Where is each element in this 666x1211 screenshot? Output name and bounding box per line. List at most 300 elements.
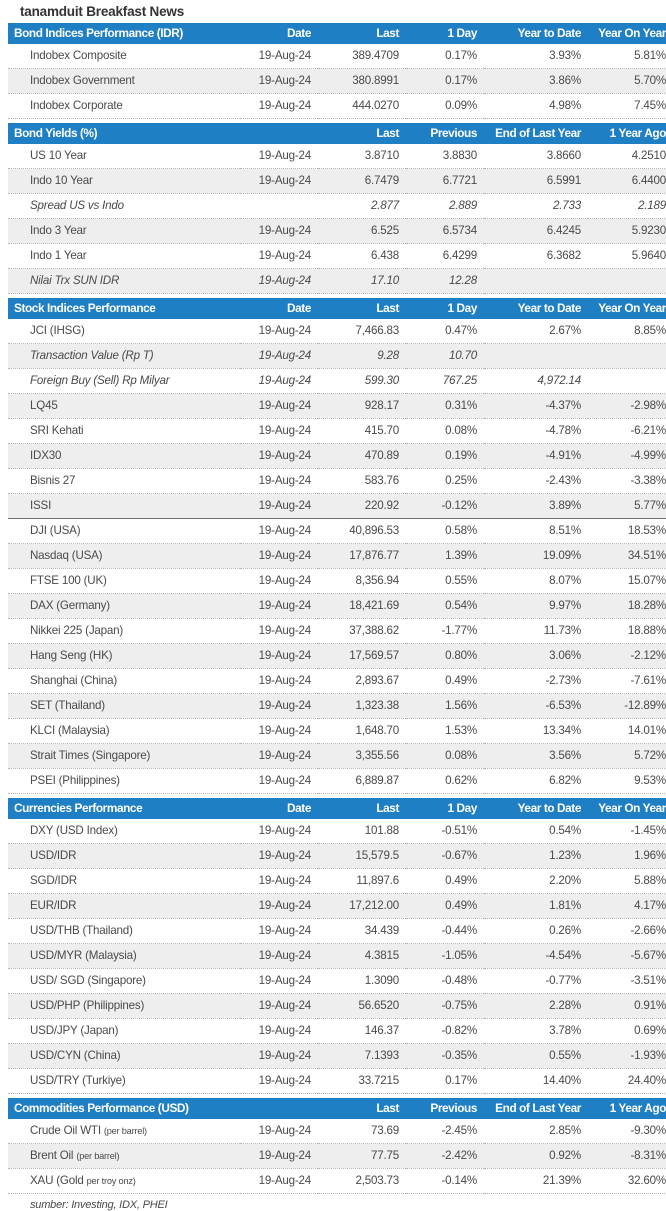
row-date: 19-Aug-24 (240, 819, 318, 844)
row-year-on-year: 5.72% (588, 744, 666, 769)
row-change-1day: 0.09% (406, 94, 484, 119)
row-date: 19-Aug-24 (240, 319, 318, 344)
row-date: 19-Aug-24 (240, 869, 318, 894)
row-label: JCI (IHSG) (8, 319, 240, 344)
row-last: 8,356.94 (318, 569, 406, 594)
column-header-commodities-1: Last (318, 1098, 406, 1119)
column-header-stock-indices-1: Last (318, 298, 406, 319)
row-label: DAX (Germany) (8, 594, 240, 619)
market-data-table (8, 23, 666, 1194)
row-label: Indobex Government (8, 69, 240, 94)
row-last: 470.89 (318, 444, 406, 469)
row-last: 40,896.53 (318, 519, 406, 544)
row-last: 56.6520 (318, 994, 406, 1019)
row-year-to-date: -4.91% (484, 444, 588, 469)
section-header-currencies (8, 798, 666, 819)
row-year-on-year: 7.45% (588, 94, 666, 119)
row-year-to-date: 0.26% (484, 919, 588, 944)
section-title-commodities: Commodities Performance (USD) (8, 1098, 240, 1119)
table-row (8, 844, 666, 869)
column-header-bond-indices-3: Year to Date (484, 23, 588, 44)
row-date (240, 194, 318, 219)
table-row (8, 194, 666, 219)
row-date: 19-Aug-24 (240, 619, 318, 644)
row-date: 19-Aug-24 (240, 69, 318, 94)
row-label: Indobex Composite (8, 44, 240, 69)
row-year-on-year: 34.51% (588, 544, 666, 569)
section-header-commodities (8, 1098, 666, 1119)
table-row (8, 319, 666, 344)
row-label: IDX30 (8, 444, 240, 469)
row-date: 19-Aug-24 (240, 244, 318, 269)
row-date: 19-Aug-24 (240, 594, 318, 619)
row-year-on-year: 5.9640 (588, 244, 666, 269)
column-header-bond-indices-4: Year On Year (588, 23, 666, 44)
table-row (8, 219, 666, 244)
row-year-on-year: 4.2510 (588, 144, 666, 169)
row-last: 77.75 (318, 1144, 406, 1169)
row-year-to-date: 0.55% (484, 1044, 588, 1069)
table-row (8, 44, 666, 69)
row-year-to-date: 0.54% (484, 819, 588, 844)
row-label: US 10 Year (8, 144, 240, 169)
row-last: 928.17 (318, 394, 406, 419)
row-year-to-date: 3.56% (484, 744, 588, 769)
column-header-stock-indices-2: 1 Day (406, 298, 484, 319)
row-last: 146.37 (318, 1019, 406, 1044)
row-label: Nasdaq (USA) (8, 544, 240, 569)
row-year-on-year: 18.88% (588, 619, 666, 644)
row-last: 37,388.62 (318, 619, 406, 644)
row-year-on-year: -7.61% (588, 669, 666, 694)
column-header-currencies-1: Last (318, 798, 406, 819)
table-row (8, 244, 666, 269)
row-last: 6.525 (318, 219, 406, 244)
row-label: SGD/IDR (8, 869, 240, 894)
row-year-on-year: 14.01% (588, 719, 666, 744)
row-change-1day: 0.80% (406, 644, 484, 669)
row-label: Bisnis 27 (8, 469, 240, 494)
column-header-stock-indices-4: Year On Year (588, 298, 666, 319)
column-header-bond-indices-2: 1 Day (406, 23, 484, 44)
table-row (8, 69, 666, 94)
row-last: 2.877 (318, 194, 406, 219)
row-year-on-year: -12.89% (588, 694, 666, 719)
row-year-on-year: 5.9230 (588, 219, 666, 244)
table-row (8, 269, 666, 294)
table-row (8, 769, 666, 794)
row-year-to-date: 3.86% (484, 69, 588, 94)
row-label: USD/MYR (Malaysia) (8, 944, 240, 969)
row-year-on-year: -2.66% (588, 919, 666, 944)
row-year-on-year: 5.70% (588, 69, 666, 94)
section-title-currencies: Currencies Performance (8, 798, 240, 819)
row-date: 19-Aug-24 (240, 569, 318, 594)
row-last: 220.92 (318, 494, 406, 519)
row-date: 19-Aug-24 (240, 519, 318, 544)
row-change-1day: -0.48% (406, 969, 484, 994)
row-date: 19-Aug-24 (240, 969, 318, 994)
section-header-bond-yields (8, 123, 666, 144)
row-label (8, 1119, 240, 1144)
row-year-to-date: 3.06% (484, 644, 588, 669)
row-date: 19-Aug-24 (240, 269, 318, 294)
table-row (8, 344, 666, 369)
row-last: 389.4709 (318, 44, 406, 69)
row-change-1day: 6.4299 (406, 244, 484, 269)
table-row (8, 819, 666, 844)
row-last: 11,897.6 (318, 869, 406, 894)
row-change-1day: -0.51% (406, 819, 484, 844)
row-year-on-year: -2.12% (588, 644, 666, 669)
row-label: USD/CYN (China) (8, 1044, 240, 1069)
row-label: EUR/IDR (8, 894, 240, 919)
row-year-on-year: 0.69% (588, 1019, 666, 1044)
row-label-unit: per troy onz) (86, 1176, 136, 1186)
table-row (8, 144, 666, 169)
row-label: Nikkei 225 (Japan) (8, 619, 240, 644)
column-header-bond-yields-3: End of Last Year (484, 123, 588, 144)
row-year-to-date: 21.39% (484, 1169, 588, 1194)
row-date: 19-Aug-24 (240, 919, 318, 944)
row-label: SET (Thailand) (8, 694, 240, 719)
row-last: 34.439 (318, 919, 406, 944)
row-last: 3.8710 (318, 144, 406, 169)
row-change-1day: 6.5734 (406, 219, 484, 244)
row-year-on-year (588, 344, 666, 369)
row-date: 19-Aug-24 (240, 694, 318, 719)
row-year-to-date: 6.5991 (484, 169, 588, 194)
row-label: Indo 10 Year (8, 169, 240, 194)
row-date: 19-Aug-24 (240, 44, 318, 69)
row-last: 6.7479 (318, 169, 406, 194)
column-header-bond-indices-0: Date (240, 23, 318, 44)
row-year-to-date: 6.82% (484, 769, 588, 794)
row-change-1day: -0.12% (406, 494, 484, 519)
row-label: USD/TRY (Turkiye) (8, 1069, 240, 1094)
row-change-1day: 0.31% (406, 394, 484, 419)
row-year-on-year: 8.85% (588, 319, 666, 344)
table-row (8, 994, 666, 1019)
row-label: DJI (USA) (8, 519, 240, 544)
section-title-stock-indices: Stock Indices Performance (8, 298, 240, 319)
table-row (8, 969, 666, 994)
row-change-1day: -2.42% (406, 1144, 484, 1169)
table-row (8, 519, 666, 544)
row-date: 19-Aug-24 (240, 1044, 318, 1069)
row-label (8, 1144, 240, 1169)
row-year-to-date: 1.23% (484, 844, 588, 869)
row-year-to-date (484, 344, 588, 369)
row-last: 415.70 (318, 419, 406, 444)
row-date: 19-Aug-24 (240, 719, 318, 744)
table-row (8, 1019, 666, 1044)
table-row (8, 494, 666, 519)
row-last: 101.88 (318, 819, 406, 844)
table-row (8, 94, 666, 119)
row-year-on-year: 5.77% (588, 494, 666, 519)
row-year-on-year: -1.93% (588, 1044, 666, 1069)
row-change-1day: 0.08% (406, 744, 484, 769)
row-change-1day: 767.25 (406, 369, 484, 394)
row-year-to-date: 6.4245 (484, 219, 588, 244)
table-row (8, 569, 666, 594)
section-title-bond-yields: Bond Yields (%) (8, 123, 240, 144)
row-change-1day: -0.82% (406, 1019, 484, 1044)
row-label: DXY (USD Index) (8, 819, 240, 844)
row-change-1day: 0.54% (406, 594, 484, 619)
row-year-to-date: 14.40% (484, 1069, 588, 1094)
table-row (8, 419, 666, 444)
column-header-bond-indices-1: Last (318, 23, 406, 44)
table-row (8, 544, 666, 569)
table-row (8, 694, 666, 719)
column-header-stock-indices-3: Year to Date (484, 298, 588, 319)
row-last: 2,893.67 (318, 669, 406, 694)
source-note: sumber: Investing, IDX, PHEI (30, 1199, 168, 1211)
row-year-to-date: 3.93% (484, 44, 588, 69)
row-year-to-date: 8.51% (484, 519, 588, 544)
row-last: 73.69 (318, 1119, 406, 1144)
table-row (8, 719, 666, 744)
row-year-to-date: 6.3682 (484, 244, 588, 269)
row-label: Hang Seng (HK) (8, 644, 240, 669)
table-row (8, 619, 666, 644)
row-label: Foreign Buy (Sell) Rp Milyar (8, 369, 240, 394)
table-row (8, 1044, 666, 1069)
row-change-1day: -1.77% (406, 619, 484, 644)
row-year-on-year: 18.53% (588, 519, 666, 544)
row-label: Indo 3 Year (8, 219, 240, 244)
row-last: 17.10 (318, 269, 406, 294)
row-year-to-date: -4.54% (484, 944, 588, 969)
row-change-1day: 0.62% (406, 769, 484, 794)
row-label: Indobex Corporate (8, 94, 240, 119)
row-year-to-date: -4.37% (484, 394, 588, 419)
column-header-bond-yields-2: Previous (406, 123, 484, 144)
section-header-stock-indices (8, 298, 666, 319)
row-change-1day: 0.17% (406, 44, 484, 69)
row-change-1day: 10.70 (406, 344, 484, 369)
row-year-on-year: 5.88% (588, 869, 666, 894)
row-year-to-date: 3.8660 (484, 144, 588, 169)
row-change-1day: -0.67% (406, 844, 484, 869)
row-change-1day: -0.75% (406, 994, 484, 1019)
table-row (8, 1069, 666, 1094)
row-year-on-year: -2.98% (588, 394, 666, 419)
table-row (8, 1169, 666, 1194)
row-label: USD/THB (Thailand) (8, 919, 240, 944)
row-year-to-date: 8.07% (484, 569, 588, 594)
row-year-on-year: 2.189 (588, 194, 666, 219)
row-label-main: XAU (Gold (30, 1174, 87, 1187)
row-last: 3,355.56 (318, 744, 406, 769)
column-header-currencies-4: Year On Year (588, 798, 666, 819)
row-year-to-date: 13.34% (484, 719, 588, 744)
row-date: 19-Aug-24 (240, 169, 318, 194)
row-year-to-date (484, 269, 588, 294)
row-change-1day: 2.889 (406, 194, 484, 219)
row-year-on-year: -8.31% (588, 1144, 666, 1169)
column-header-currencies-0: Date (240, 798, 318, 819)
table-row (8, 469, 666, 494)
row-last: 7.1393 (318, 1044, 406, 1069)
row-year-on-year: -6.21% (588, 419, 666, 444)
row-label (8, 1169, 240, 1194)
row-label-unit: (per barrel) (76, 1151, 120, 1161)
row-last: 18,421.69 (318, 594, 406, 619)
row-last: 6.438 (318, 244, 406, 269)
table-row (8, 919, 666, 944)
row-change-1day: -0.44% (406, 919, 484, 944)
row-change-1day: 0.49% (406, 869, 484, 894)
row-year-to-date: -4.78% (484, 419, 588, 444)
row-last: 6,889.87 (318, 769, 406, 794)
row-year-on-year: 32.60% (588, 1169, 666, 1194)
row-date: 19-Aug-24 (240, 669, 318, 694)
row-year-to-date: -0.77% (484, 969, 588, 994)
row-label: Strait Times (Singapore) (8, 744, 240, 769)
row-date: 19-Aug-24 (240, 1169, 318, 1194)
row-change-1day: 1.56% (406, 694, 484, 719)
row-label: SRI Kehati (8, 419, 240, 444)
row-last: 380.8991 (318, 69, 406, 94)
row-year-to-date: 11.73% (484, 619, 588, 644)
row-date: 19-Aug-24 (240, 1019, 318, 1044)
row-year-to-date: 2.733 (484, 194, 588, 219)
table-row (8, 394, 666, 419)
row-label: USD/PHP (Philippines) (8, 994, 240, 1019)
column-header-bond-yields-0 (240, 123, 318, 144)
column-header-stock-indices-0: Date (240, 298, 318, 319)
row-last: 4.3815 (318, 944, 406, 969)
row-last: 583.76 (318, 469, 406, 494)
row-change-1day: -1.05% (406, 944, 484, 969)
row-date: 19-Aug-24 (240, 1144, 318, 1169)
row-date: 19-Aug-24 (240, 844, 318, 869)
row-year-to-date: 19.09% (484, 544, 588, 569)
table-row (8, 644, 666, 669)
row-label: PSEI (Philippines) (8, 769, 240, 794)
row-year-on-year: 1.96% (588, 844, 666, 869)
table-row (8, 744, 666, 769)
row-year-to-date: 4,972.14 (484, 369, 588, 394)
table-row (8, 169, 666, 194)
column-header-currencies-3: Year to Date (484, 798, 588, 819)
row-year-on-year: 0.91% (588, 994, 666, 1019)
table-row (8, 894, 666, 919)
row-date: 19-Aug-24 (240, 994, 318, 1019)
table-row (8, 1119, 666, 1144)
row-date: 19-Aug-24 (240, 769, 318, 794)
column-header-commodities-3: End of Last Year (484, 1098, 588, 1119)
row-change-1day: -0.14% (406, 1169, 484, 1194)
row-last: 17,569.57 (318, 644, 406, 669)
row-date: 19-Aug-24 (240, 444, 318, 469)
row-label: KLCI (Malaysia) (8, 719, 240, 744)
row-change-1day: 0.58% (406, 519, 484, 544)
row-change-1day: 1.53% (406, 719, 484, 744)
row-label-main: Crude Oil WTI (30, 1124, 104, 1137)
row-change-1day: 0.17% (406, 69, 484, 94)
column-header-commodities-4: 1 Year Ago (588, 1098, 666, 1119)
row-year-to-date: 2.28% (484, 994, 588, 1019)
table-row (8, 869, 666, 894)
row-date: 19-Aug-24 (240, 94, 318, 119)
row-change-1day: -0.35% (406, 1044, 484, 1069)
row-label: LQ45 (8, 394, 240, 419)
row-year-on-year: -1.45% (588, 819, 666, 844)
column-header-bond-yields-1: Last (318, 123, 406, 144)
row-date: 19-Aug-24 (240, 494, 318, 519)
row-year-to-date: -2.73% (484, 669, 588, 694)
row-last: 9.28 (318, 344, 406, 369)
row-year-to-date: 3.89% (484, 494, 588, 519)
row-label-unit: (per barrel) (103, 1126, 147, 1136)
row-change-1day: 0.08% (406, 419, 484, 444)
section-header-bond-indices (8, 23, 666, 44)
row-year-on-year: 4.17% (588, 894, 666, 919)
row-year-to-date: 2.67% (484, 319, 588, 344)
row-date: 19-Aug-24 (240, 944, 318, 969)
row-change-1day: 0.55% (406, 569, 484, 594)
row-change-1day: 0.17% (406, 1069, 484, 1094)
row-last: 1.3090 (318, 969, 406, 994)
row-year-to-date: -2.43% (484, 469, 588, 494)
row-date: 19-Aug-24 (240, 144, 318, 169)
row-date: 19-Aug-24 (240, 644, 318, 669)
column-header-currencies-2: 1 Day (406, 798, 484, 819)
row-date: 19-Aug-24 (240, 419, 318, 444)
row-year-on-year: -3.38% (588, 469, 666, 494)
table-row (8, 444, 666, 469)
row-year-on-year: 18.28% (588, 594, 666, 619)
table-row (8, 594, 666, 619)
table-row (8, 669, 666, 694)
table-row (8, 369, 666, 394)
row-change-1day: 0.47% (406, 319, 484, 344)
row-date: 19-Aug-24 (240, 394, 318, 419)
row-last: 2,503.73 (318, 1169, 406, 1194)
row-year-to-date: 1.81% (484, 894, 588, 919)
row-year-to-date: -6.53% (484, 694, 588, 719)
row-change-1day: 3.8830 (406, 144, 484, 169)
row-year-on-year: -5.67% (588, 944, 666, 969)
row-year-on-year: 9.53% (588, 769, 666, 794)
row-date: 19-Aug-24 (240, 219, 318, 244)
row-change-1day: 6.7721 (406, 169, 484, 194)
row-year-to-date: 0.92% (484, 1144, 588, 1169)
row-date: 19-Aug-24 (240, 894, 318, 919)
row-year-on-year: -3.51% (588, 969, 666, 994)
column-header-commodities-0 (240, 1098, 318, 1119)
row-label: USD/JPY (Japan) (8, 1019, 240, 1044)
row-label: Spread US vs Indo (8, 194, 240, 219)
section-title-bond-indices: Bond Indices Performance (IDR) (8, 23, 240, 44)
row-last: 1,648.70 (318, 719, 406, 744)
row-label: FTSE 100 (UK) (8, 569, 240, 594)
row-last: 444.0270 (318, 94, 406, 119)
row-last: 17,212.00 (318, 894, 406, 919)
row-change-1day: 0.49% (406, 669, 484, 694)
row-label: Nilai Trx SUN IDR (8, 269, 240, 294)
row-date: 19-Aug-24 (240, 744, 318, 769)
row-year-on-year: -9.30% (588, 1119, 666, 1144)
row-label: Transaction Value (Rp T) (8, 344, 240, 369)
table-row (8, 944, 666, 969)
row-label-main: Brent Oil (30, 1149, 77, 1162)
row-change-1day: 12.28 (406, 269, 484, 294)
